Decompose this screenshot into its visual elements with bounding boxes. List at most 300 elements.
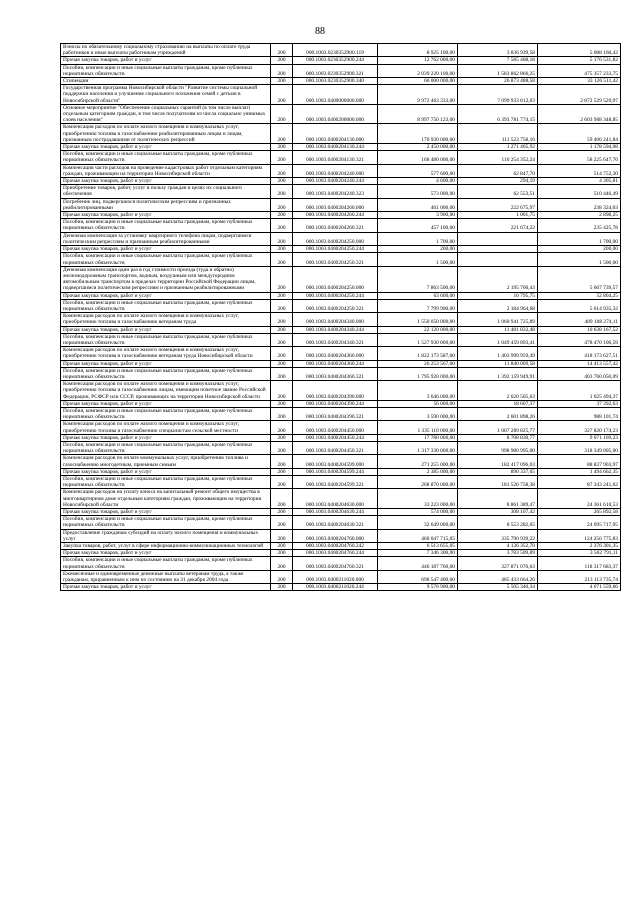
row-executed-amount: 294,19 [458,178,538,185]
row-name: Стипендии [61,78,271,85]
row-executed-amount: 8 861 389,47 [458,489,538,509]
row-classification-code: 000.1003.0400211020.000 [293,570,378,583]
row-executed-amount: 6 393 781 774,15 [458,104,538,124]
row-remaining-amount: 238 324,03 [538,198,621,211]
row-classification-code: 000.1003.0400000000.000 [293,85,378,105]
row-admin-code: 200 [271,400,293,407]
row-executed-amount: 1 001,75 [458,212,538,219]
row-classification-code: 000.1003.0400204260.321 [293,219,378,232]
row-remaining-amount: 2 603 968 348,85 [538,104,621,124]
row-remaining-amount: 1 025 494,37 [538,381,621,401]
table-row [61,198,621,211]
table-row [61,381,621,401]
row-admin-code: 200 [271,381,293,401]
row-admin-code: 200 [271,219,293,232]
row-executed-amount: 8 553 282,05 [458,516,538,529]
row-admin-code: 200 [271,313,293,326]
row-remaining-amount: 4 071 559,66 [538,584,621,591]
row-executed-amount: 327 871 076,63 [458,557,538,570]
row-remaining-amount: 1 494 662,35 [538,468,621,475]
table-row [61,292,621,299]
row-approved-amount: 271 255 000,00 [378,455,458,468]
row-name: Прочая закупка товаров, работ и услуг [61,360,271,367]
row-name: Взносы по обязательному социальному страхованию на выплаты по оплате труда работников и иные выплаты работникам учреждений [61,44,271,57]
row-classification-code: 000.1003.0400204360.244 [293,360,378,367]
row-admin-code: 200 [271,543,293,550]
row-executed-amount: 111 523 758,16 [458,124,538,144]
row-remaining-amount: 4 305,81 [538,178,621,185]
budget-table-body [61,44,621,591]
row-admin-code: 200 [271,246,293,253]
table-row [61,407,621,420]
row-remaining-amount: 318 349 005,00 [538,441,621,454]
table-row [61,266,621,292]
row-admin-code: 200 [271,78,293,85]
row-executed-amount: 11 481 832,48 [458,326,538,333]
row-remaining-amount: 9 071 169,23 [538,434,621,441]
table-row [61,232,621,245]
row-remaining-amount: 37 392,63 [538,400,621,407]
row-classification-code: 000.1003.0400204760.242 [293,543,378,550]
row-admin-code: 200 [271,468,293,475]
row-name: Прочая закупка товаров, работ и услуг [61,292,271,299]
row-classification-code: 000.1003.0400204240.000 [293,164,378,177]
row-executed-amount: 308 107,42 [458,509,538,516]
row-approved-amount: 8 997 750 123,00 [378,104,458,124]
row-classification-code: 000.1003.0230352900.340 [293,78,378,85]
row-admin-code: 200 [271,570,293,583]
row-approved-amount: 1 795 920 000,00 [378,367,458,380]
row-admin-code: 200 [271,421,293,434]
row-remaining-amount: 2 898,25 [538,212,621,219]
row-name: Пособия, компенсации и иные социальные выплаты гражданам, кроме публичных нормативных обязательств [61,407,271,420]
row-remaining-amount: 235 425,78 [538,219,621,232]
row-approved-amount: 1 317 330 000,00 [378,441,458,454]
row-name: Денежная компенсация один раз в год стоимости проезда (туда и обратно) железнодорожным транспортом, водным, воздушным или междугородним автомобильным транспортом в пределах территории Российской Федерации лицам, подвергшимся политическим репрессиям и признанным реабилитированными [61,266,271,292]
row-admin-code: 200 [271,104,293,124]
row-name: Компенсация расходов по оплате жилого помещения и коммунальных услуг, приобретению топлива и газоснабжению ветеранам труда Новосибирской области [61,347,271,360]
row-remaining-amount: 88 837 903,97 [538,455,621,468]
row-approved-amount: 2 450 000,00 [378,144,458,151]
row-approved-amount: 2 385 000,00 [378,468,458,475]
row-executed-amount: 5 505 340,34 [458,584,538,591]
row-executed-amount: 221 674,22 [458,219,538,232]
row-admin-code: 200 [271,299,293,312]
row-name: Пособия, компенсации и иные социальные выплаты гражданам, кроме публичных нормативных обязательств [61,151,271,164]
row-remaining-amount: 5 088 160,42 [538,44,621,57]
row-remaining-amount: 5 176 531,82 [538,57,621,64]
row-admin-code: 200 [271,360,293,367]
row-approved-amount: 9 576 900,00 [378,584,458,591]
row-executed-amount: 18 607,37 [458,400,538,407]
row-executed-amount: 62 847,70 [458,164,538,177]
table-row [61,347,621,360]
row-name: Прочая закупка товаров, работ и услуг [61,326,271,333]
row-approved-amount: 56 000,00 [378,400,458,407]
row-remaining-amount: 58 225 647,76 [538,151,621,164]
row-executed-amount: 485 433 664,26 [458,570,538,583]
table-row [61,529,621,542]
row-name: Прочая закупка товаров, работ и услуг [61,584,271,591]
row-executed-amount [458,246,538,253]
row-executed-amount: 7 585 468,18 [458,57,538,64]
table-row [61,246,621,253]
row-executed-amount: 1 060 941 725,89 [458,313,538,326]
row-executed-amount: 1 403 999 959,49 [458,347,538,360]
row-name: Пособия, компенсации и иные социальные выплаты гражданам, кроме публичных нормативных обязательств [61,441,271,454]
row-remaining-amount: 213 113 735,74 [538,570,621,583]
row-remaining-amount: 52 804,25 [538,292,621,299]
row-executed-amount: 110 254 352,24 [458,151,538,164]
row-classification-code: 000.1003.0400204599.244 [293,468,378,475]
row-name: Приобретение товаров, работ, услуг в пользу граждан в целях их социального обеспечения [61,185,271,198]
row-remaining-amount: 1 500,00 [538,253,621,266]
row-executed-amount: 335 790 939,22 [458,529,538,542]
row-classification-code: 000.1003.0400204390.244 [293,400,378,407]
row-classification-code: 000.1003.0230352900.321 [293,64,378,77]
row-executed-amount: 2 620 505,63 [458,381,538,401]
row-classification-code: 000.1003.0230352900.244 [293,57,378,64]
table-row [61,468,621,475]
row-classification-code: 000.1003.0400204360.321 [293,367,378,380]
row-admin-code: 200 [271,509,293,516]
table-row [61,57,621,64]
row-remaining-amount: 118 317 683,37 [538,557,621,570]
row-remaining-amount: 10 638 167,52 [538,326,621,333]
page-number: 88 [315,26,325,37]
row-name: Прочая закупка товаров, работ и услуг [61,144,271,151]
row-name: Пособия, компенсации и иные социальные выплаты гражданам, кроме публичных нормативных обязательств [61,367,271,380]
row-remaining-amount: 489 108 274,11 [538,313,621,326]
row-admin-code: 200 [271,292,293,299]
table-row [61,326,621,333]
row-executed-amount: 181 526 758,38 [458,476,538,489]
row-classification-code: 000.1003.0400204340.244 [293,326,378,333]
row-name: Ежемесячные и единовременные денежные выплаты ветеранам труда, а также гражданам, приравненным к ним по состоянию на 31 декабря 2004 года [61,570,271,583]
table-row [61,543,621,550]
row-classification-code: 000.1003.0400204630.244 [293,509,378,516]
row-admin-code: 200 [271,151,293,164]
row-executed-amount [458,232,538,245]
row-classification-code: 000.1003.0400204250.000 [293,232,378,245]
row-admin-code: 200 [271,212,293,219]
table-row [61,164,621,177]
row-executed-amount: 2 601 898,26 [458,407,538,420]
row-admin-code: 200 [271,178,293,185]
row-admin-code: 200 [271,124,293,144]
row-executed-amount: 998 980 995,00 [458,441,538,454]
row-classification-code: 000.1003.0400204340.000 [293,313,378,326]
table-row [61,509,621,516]
table-row [61,441,621,454]
row-admin-code: 200 [271,232,293,245]
row-name: Прочая закупка товаров, работ и услуг [61,57,271,64]
row-remaining-amount: 5 614 935,32 [538,299,621,312]
row-admin-code: 200 [271,85,293,105]
row-admin-code: 200 [271,407,293,420]
row-name: Пособия, компенсации и иные социальные выплаты гражданам, кроме публичных нормативных обязательств [61,516,271,529]
row-classification-code: 000.1003.0400204250.321 [293,299,378,312]
row-approved-amount: 17 780 000,00 [378,434,458,441]
row-approved-amount: 200,00 [378,246,458,253]
row-name: Пособия, компенсации и иные социальные выплаты гражданам, кроме публичных нормативных обязательств [61,299,271,312]
row-classification-code: 000.1003.0400204360.000 [293,347,378,360]
row-admin-code: 200 [271,347,293,360]
row-executed-amount: 1 007 289 825,77 [458,421,538,434]
row-approved-amount: 3 646 000,00 [378,381,458,401]
row-approved-amount: 460 047 715,05 [378,529,458,542]
table-row [61,64,621,77]
row-classification-code: 000.1003.0400204760.000 [293,529,378,542]
budget-table [60,43,621,591]
row-admin-code: 200 [271,557,293,570]
row-remaining-amount: 510 446,49 [538,185,621,198]
row-approved-amount: 63 600,00 [378,292,458,299]
row-remaining-amount: 24 095 717,95 [538,516,621,529]
row-approved-amount: 26 253 567,00 [378,360,458,367]
row-classification-code: 000.1003.0400204630.321 [293,516,378,529]
row-approved-amount: 573 000,00 [378,185,458,198]
row-remaining-amount: 2 872 529 520,97 [538,85,621,105]
row-classification-code: 000.1003.0400204250.321 [293,253,378,266]
table-row [61,178,621,185]
row-approved-amount: 8 925 100,00 [378,44,458,57]
row-executed-amount: 26 873 488,58 [458,78,538,85]
row-classification-code: 000.1003.0400204260.244 [293,212,378,219]
row-classification-code: 000.1003.0400204599.321 [293,476,378,489]
table-row [61,570,621,583]
row-executed-amount: 8 708 830,77 [458,434,538,441]
row-executed-amount [458,253,538,266]
row-executed-amount: 2 195 760,43 [458,266,538,292]
row-remaining-amount: 265 892,58 [538,509,621,516]
row-name: Пособия, компенсации и иные социальные выплаты гражданам, кроме публичных нормативных обязательств [61,333,271,346]
row-name: Погребение лиц, подвергшихся политическим репрессиям и признанных реабилитированными [61,198,271,211]
row-classification-code: 000.1003.0400204250.244 [293,292,378,299]
row-name: Компенсация расходов по оплате жилого помещения и коммунальных услуг, приобретению топлива и газоснабжению ветеранам труда [61,313,271,326]
table-row [61,299,621,312]
row-classification-code: 000.1003.0400204250.244 [293,246,378,253]
table-row [61,367,621,380]
row-classification-code: 000.1003.0400204240.244 [293,178,378,185]
table-row [61,333,621,346]
row-admin-code: 200 [271,64,293,77]
row-approved-amount: 1 335 110 000,00 [378,421,458,434]
row-remaining-amount: 475 357 233,75 [538,64,621,77]
row-admin-code: 200 [271,516,293,529]
row-classification-code: 000.1003.0400200000.000 [293,104,378,124]
table-row [61,219,621,232]
row-admin-code: 200 [271,57,293,64]
row-approved-amount: 33 223 000,00 [378,489,458,509]
row-executed-amount: 7 099 933 812,03 [458,85,538,105]
table-row [61,124,621,144]
row-remaining-amount: 514 752,30 [538,164,621,177]
row-executed-amount: 1 049 459 893,41 [458,333,538,346]
table-row [61,476,621,489]
row-admin-code: 200 [271,434,293,441]
row-name: Основное мероприятие "Обеспечение социальных гарантий (в том числе выплат) отдельным категориям граждан, в том числе получателям из числа социально уязвимых слоев населения" [61,104,271,124]
row-approved-amount: 7 799 900,00 [378,299,458,312]
row-name: Прочая закупка товаров, работ и услуг [61,246,271,253]
table-row [61,434,621,441]
row-name: Прочая закупка товаров, работ и услуг [61,509,271,516]
row-admin-code: 200 [271,529,293,542]
row-remaining-amount: 87 343 241,62 [538,476,621,489]
row-admin-code: 200 [271,550,293,557]
row-name: Пособия, компенсации и иные социальные выплаты гражданам, кроме публичных нормативных обязательств [61,64,271,77]
row-executed-amount: 11 840 009,58 [458,360,538,367]
row-remaining-amount: 24 361 610,53 [538,489,621,509]
row-name: Денежная компенсация за установку квартирного телефона лицам, подвергшимся политическим репрессиям и признанным реабилитированными [61,232,271,245]
row-executed-amount: 222 675,97 [458,198,538,211]
row-classification-code: 000.1003.0400204250.000 [293,266,378,292]
row-classification-code: 000.1003.0400204450.321 [293,441,378,454]
row-name: Компенсация части расходов на проведение кадастровых работ отдельным категориям граждан, проживающим на территории Новосибирской области [61,164,271,177]
table-row [61,212,621,219]
row-admin-code: 200 [271,489,293,509]
table-row [61,360,621,367]
table-row [61,557,621,570]
row-executed-amount: 890 337,65 [458,468,538,475]
table-row [61,185,621,198]
row-name: Закупка товаров, работ, услуг в сфере информационно-коммуникационных технологий [61,543,271,550]
row-classification-code: 000.1003.0400204390.000 [293,381,378,401]
row-remaining-amount: 200,00 [538,246,621,253]
row-approved-amount: 1 500,00 [378,253,458,266]
row-approved-amount: 1 822 173 587,00 [378,347,458,360]
row-name: Прочая закупка товаров, работ и услуг [61,434,271,441]
row-classification-code: 000.1003.0400204130.000 [293,124,378,144]
table-row [61,253,621,266]
row-remaining-amount: 124 256 775,83 [538,529,621,542]
row-name: Прочая закупка товаров, работ и услуг [61,178,271,185]
row-approved-amount: 170 930 000,00 [378,124,458,144]
row-admin-code: 200 [271,144,293,151]
row-approved-amount: 574 000,00 [378,509,458,516]
row-name: Компенсация расходов по оплате жилого помещения и коммунальных услуг, приобретению топлива и газоснабжению специалистам сельской местности [61,421,271,434]
row-classification-code: 000.1003.0400204130.321 [293,151,378,164]
row-name: Пособия, компенсации и иные социальные выплаты гражданам, кроме публичных нормативных обязательств [61,219,271,232]
row-admin-code: 200 [271,584,293,591]
table-row [61,455,621,468]
row-executed-amount: 3 836 939,58 [458,44,538,57]
table-row [61,516,621,529]
row-executed-amount: 1 392 159 949,91 [458,367,538,380]
table-row [61,151,621,164]
row-executed-amount: 10 795,75 [458,292,538,299]
table-row [61,85,621,105]
table-row [61,550,621,557]
row-admin-code: 200 [271,455,293,468]
row-admin-code: 200 [271,253,293,266]
row-classification-code: 000.1003.0230352900.119 [293,44,378,57]
row-approved-amount: 577 600,00 [378,164,458,177]
row-admin-code: 200 [271,266,293,292]
row-remaining-amount: 14 413 557,42 [538,360,621,367]
row-approved-amount: 22 120 000,00 [378,326,458,333]
table-row [61,421,621,434]
row-approved-amount: 9 972 463 333,00 [378,85,458,105]
row-classification-code: 000.1003.0400204240.323 [293,185,378,198]
row-approved-amount: 2 039 220 100,00 [378,64,458,77]
row-approved-amount: 457 100,00 [378,219,458,232]
row-admin-code: 200 [271,198,293,211]
table-row [61,104,621,124]
row-classification-code: 000.1003.0400204260.000 [293,198,378,211]
row-admin-code: 200 [271,44,293,57]
row-classification-code: 000.1003.0400204450.000 [293,421,378,434]
row-approved-amount: 1 700,00 [378,232,458,245]
row-approved-amount: 32 649 000,00 [378,516,458,529]
row-name: Пособия, компенсации и иные социальные выплаты гражданам, кроме публичных нормативных обязательств [61,476,271,489]
row-classification-code: 000.1003.0400204630.000 [293,489,378,509]
row-name: Прочая закупка товаров, работ и услуг [61,550,271,557]
row-classification-code: 000.1003.0400204130.244 [293,144,378,151]
row-name: Государственная программа Новосибирской области "Развитие системы социальной поддержки населения и улучшение социального положения семей с детьми в Новосибирской области" [61,85,271,105]
row-admin-code: 200 [271,441,293,454]
row-approved-amount: 461 000,00 [378,198,458,211]
row-approved-amount: 7 346 300,00 [378,550,458,557]
row-classification-code: 000.1003.0400204390.321 [293,407,378,420]
row-executed-amount: 182 417 096,03 [458,455,538,468]
row-approved-amount: 698 547 400,00 [378,570,458,583]
row-approved-amount: 268 870 000,00 [378,476,458,489]
row-name: Предоставление гражданам субсидий на оплату жилого помещения и коммунальных услуг [61,529,271,542]
row-admin-code: 200 [271,164,293,177]
row-name: Компенсация расходов по оплате коммунальных услуг, приобретению топлива и газоснабжению многодетным, приемным семьям [61,455,271,468]
row-remaining-amount: 33 126 511,42 [538,78,621,85]
table-row [61,78,621,85]
row-name: Компенсация расходов на уплату взноса на капитальный ремонт общего имущества в многоквартирном доме отдельным категориям граждан, проживающим на территории Новосибирской области [61,489,271,509]
row-executed-amount: 4 136 352,70 [458,543,538,550]
row-approved-amount: 6 513 655,05 [378,543,458,550]
row-remaining-amount: 478 470 106,59 [538,333,621,346]
row-remaining-amount: 403 760 050,09 [538,367,621,380]
table-row [61,144,621,151]
table-row [61,489,621,509]
row-approved-amount: 446 187 760,00 [378,557,458,570]
row-admin-code: 200 [271,333,293,346]
row-name: Пособия, компенсации и иные социальные выплаты гражданам, кроме публичных нормативных обязательств [61,557,271,570]
row-classification-code: 000.1003.0400204450.244 [293,434,378,441]
row-classification-code: 000.1003.0400204760.321 [293,557,378,570]
row-remaining-amount: 3 562 791,11 [538,550,621,557]
row-name: Компенсация расходов по оплате жилого помещения и коммунальных услуг, приобретению топлива и газоснабжению реабилитированным лицам и лицам, признанным пострадавшими от политических репрессий [61,124,271,144]
row-approved-amount: 168 480 000,00 [378,151,458,164]
row-classification-code: 000.1003.0400204599.000 [293,455,378,468]
table-row [61,584,621,591]
row-remaining-amount: 5 667 739,57 [538,266,621,292]
row-approved-amount: 7 863 500,00 [378,266,458,292]
row-executed-amount: 62 553,51 [458,185,538,198]
row-admin-code: 200 [271,476,293,489]
row-approved-amount: 3 900,00 [378,212,458,219]
row-name: Компенсация расходов по оплате жилого помещения и коммунальных услуг, приобретению топлива и газоснабжению лицам, имеющим почетное звание Российской Федерации, РСФСР или СССР, проживающих на территории Новосибирской области [61,381,271,401]
row-classification-code: 000.1003.0400204340.321 [293,333,378,346]
row-name: Прочая закупка товаров, работ и услуг [61,400,271,407]
row-remaining-amount: 327 820 174,23 [538,421,621,434]
row-executed-amount: 2 184 964,68 [458,299,538,312]
row-remaining-amount: 1 700,00 [538,232,621,245]
row-admin-code: 200 [271,185,293,198]
row-name: Прочая закупка товаров, работ и услуг [61,468,271,475]
row-executed-amount: 3 783 509,89 [458,550,538,557]
row-executed-amount: 1 583 862 866,25 [458,64,538,77]
row-admin-code: 200 [271,326,293,333]
row-remaining-amount: 988 101,74 [538,407,621,420]
row-remaining-amount: 1 178 594,08 [538,144,621,151]
